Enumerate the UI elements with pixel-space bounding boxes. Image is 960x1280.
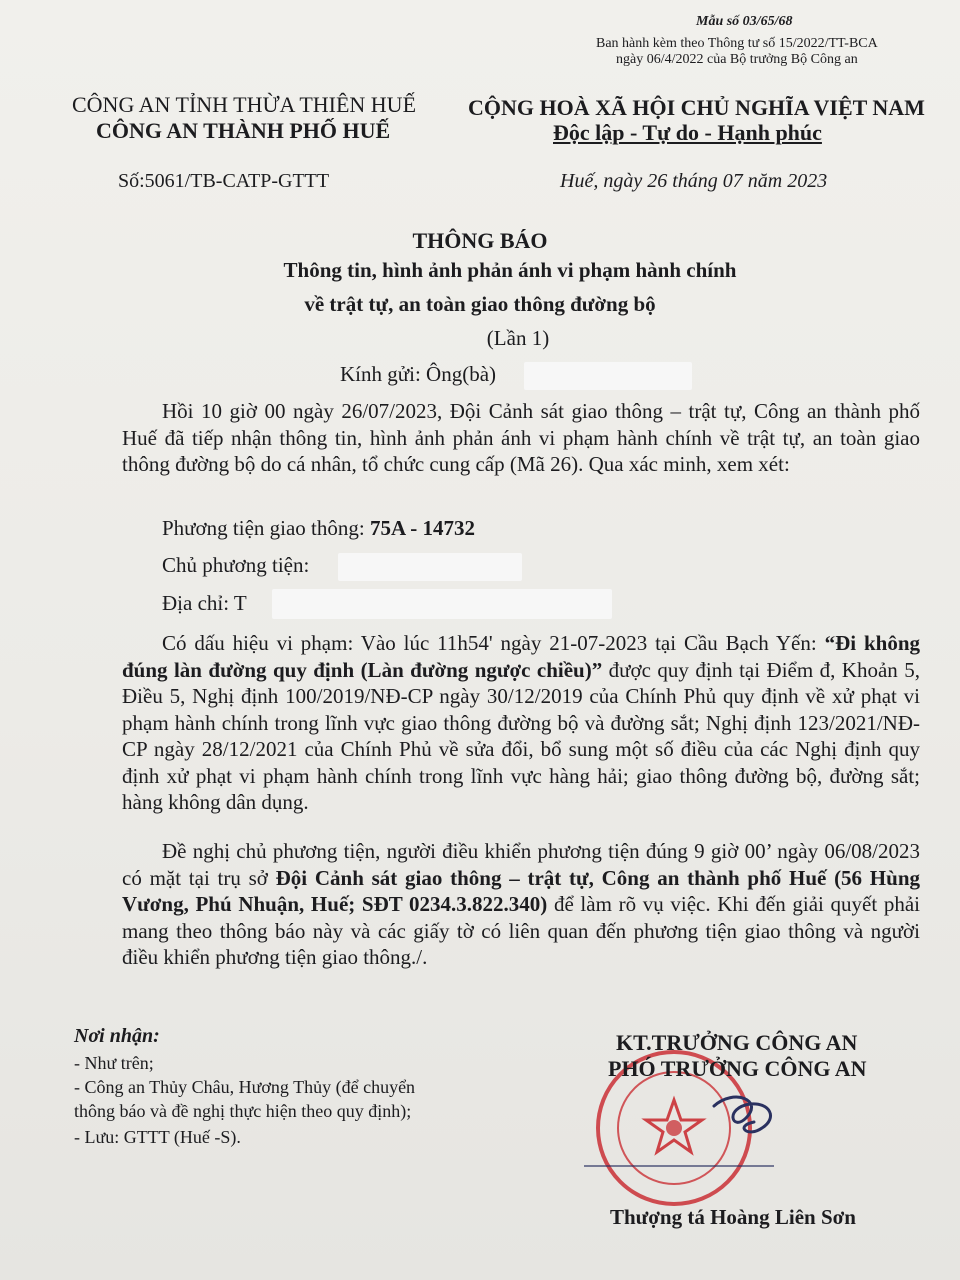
intro-paragraph [122, 398, 920, 478]
recipients-title: Nơi nhận: [74, 1025, 160, 1047]
document-subject-line-1: Thông tin, hình ảnh phản ánh vi phạm hành chính [283, 258, 737, 282]
signature-title-2: PHÓ TRƯỞNG CÔNG AN [608, 1056, 867, 1081]
violation-description: “Đi không đúng làn đường quy định (Làn đường ngược chiều)” [122, 631, 921, 682]
form-note-line-2: ngày 06/4/2022 của Bộ trưởng Bộ Công an [616, 52, 858, 67]
office-address: Đội Cảnh sát giao thông – trật tự, Công an thành phố Huế (56 Hùng Vương, Phú Nhuận, Huế; SĐT 0234.3.822.340) [122, 865, 920, 916]
request-paragraph [122, 838, 920, 971]
national-title: CỘNG HOÀ XÃ HỘI CHỦ NGHĨA VIỆT NAM [468, 95, 925, 120]
request-lead: Đề nghị chủ phương tiện, người điều khiển phương tiện đúng 9 giờ 00’ ngày 06/08/2023 có mặt tại trụ sở [122, 839, 920, 890]
request-rest: để làm rõ vụ việc. Khi đến giải quyết phải mang theo thông báo này và các giấy tờ có liên quan đến phương tiện giao thông và người điều khiển phương tiện giao thông./. [122, 892, 920, 969]
form-note-line-1: Ban hành kèm theo Thông tư số 15/2022/TT-BCA [596, 36, 878, 51]
vehicle-line [162, 516, 475, 541]
intro-text: Hồi 10 giờ 00 ngày 26/07/2023, Đội Cảnh sát giao thông – trật tự, Công an thành phố Huế đã tiếp nhận thông tin, hình ảnh phản ánh vi phạm hành chính về trật tự, an toàn giao thông đường bộ do cá nhân, tổ chức cung cấp (Mã 26). Qua xác minh, xem xét: [122, 399, 920, 476]
national-motto: Độc lập - Tự do - Hạnh phúc [553, 120, 822, 145]
recipient-line-3: thông báo và đề nghị thực hiện theo quy định); [74, 1101, 412, 1121]
handwritten-signature [714, 1097, 771, 1132]
violation-paragraph [122, 630, 920, 816]
document-title: THÔNG BÁO [412, 228, 548, 253]
license-plate: 75A - 14732 [369, 516, 475, 540]
form-number: Mẫu số 03/65/68 [696, 14, 793, 29]
signature-title-1: KT.TRƯỞNG CÔNG AN [616, 1030, 858, 1055]
vehicle-label: Phương tiện giao thông: [162, 516, 370, 540]
agency-name: CÔNG AN THÀNH PHỐ HUẾ [96, 118, 391, 143]
address-line [162, 591, 247, 616]
violation-lead: Có dấu hiệu vi phạm: Vào lúc 11h54' ngày 21-07-2023 tại Cầu Bạch Yến: [162, 631, 825, 655]
document-subject-line-2: về trật tự, an toàn giao thông đường bộ [304, 292, 656, 316]
reference-number: Số:5061/TB-CATP-GTTT [118, 170, 330, 192]
notice-count: (Lần 1) [486, 326, 550, 350]
recipient-line-1: - Như trên; [74, 1053, 154, 1073]
recipient-line-4: - Lưu: GTTT (Huế -S). [74, 1127, 241, 1147]
place-date: Huế, ngày 26 tháng 07 năm 2023 [560, 170, 828, 192]
violation-legal-basis: được quy định tại Điểm đ, Khoản 5, Điều 5, Nghị định 100/2019/NĐ-CP ngày 30/12/2019 của Chính Phủ quy định về xử phạt vi phạm hành chính trong lĩnh vực giao thông đường bộ và đường sắt; Nghị định 123/2021/NĐ-CP ngày 28/12/2021 của Chính Phủ về sửa đổi, bổ sung một số điều của các Nghị định quy định xử phạt vi phạm hành chính trong lĩnh vực hàng hải; giao thông đường bộ, đường sắt; hàng không dân dụng. [122, 657, 920, 814]
redacted-address [272, 589, 612, 619]
signer-name: Thượng tá Hoàng Liên Sơn [610, 1205, 856, 1229]
redacted-owner-name [338, 553, 522, 581]
redacted-recipient-name [524, 362, 692, 390]
address-label: Địa chỉ: T [162, 591, 247, 615]
recipient-line-2: - Công an Thủy Châu, Hương Thủy (để chuyển [74, 1077, 416, 1097]
agency-parent: CÔNG AN TỈNH THỪA THIÊN HUẾ [72, 92, 417, 117]
owner-line [162, 553, 309, 578]
greeting: Kính gửi: Ông(bà) [340, 362, 497, 386]
owner-label: Chủ phương tiện: [162, 553, 310, 577]
